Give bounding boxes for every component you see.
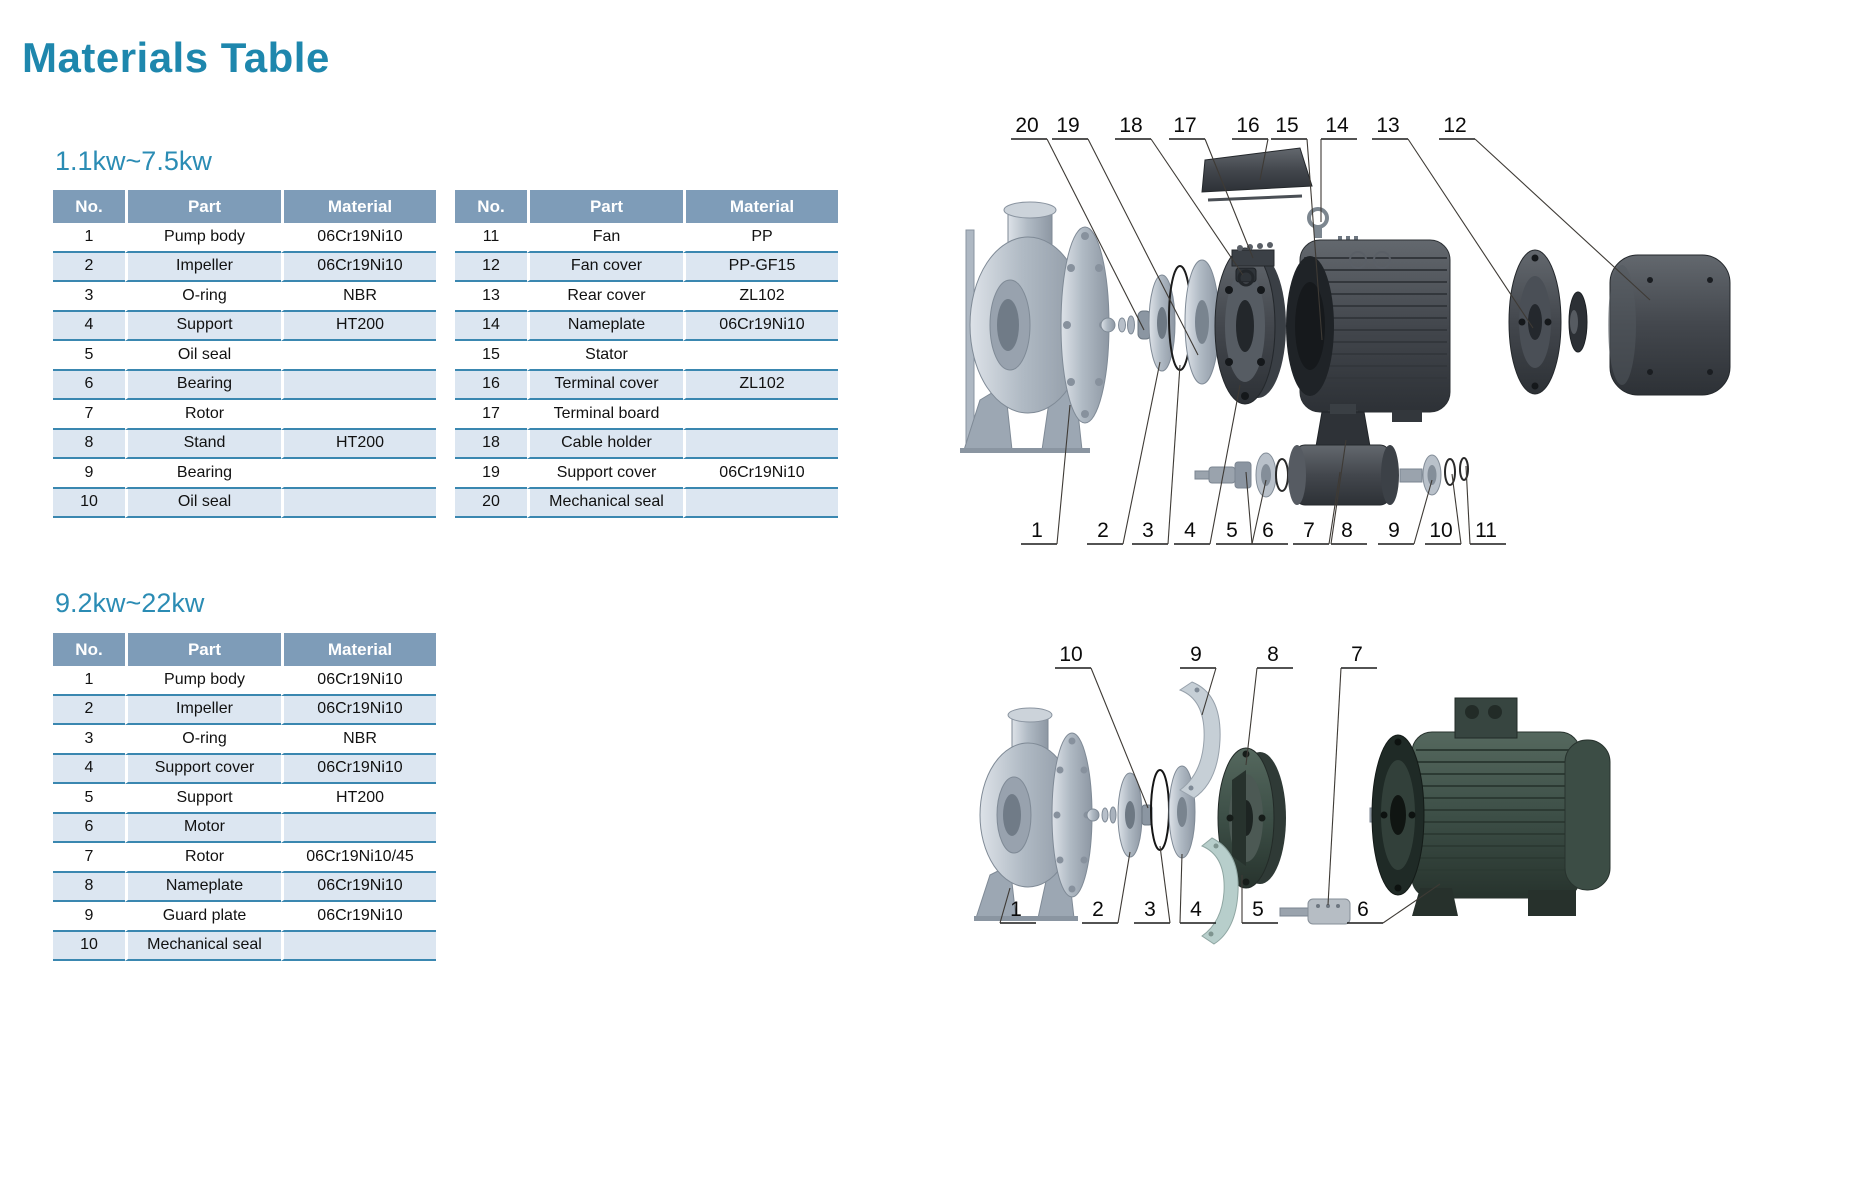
- callout-number: 10: [1059, 643, 1083, 666]
- shaft-parts: [1087, 807, 1116, 823]
- page-title: Materials Table: [22, 34, 330, 81]
- table-row: [53, 784, 436, 814]
- no-cell: 8: [53, 873, 125, 903]
- callout-3: [1132, 365, 1180, 544]
- table-row: [455, 282, 838, 312]
- part-cell: Mechanical seal: [527, 489, 683, 519]
- table-row: [53, 755, 436, 785]
- table-row: [53, 253, 436, 283]
- part-cell: Rear cover: [527, 282, 683, 312]
- section-1-subtitle: 1.1kw~7.5kw: [55, 146, 212, 176]
- column-header: No.: [53, 190, 125, 223]
- callout-number: 10: [1429, 519, 1453, 542]
- part-cell: Stand: [125, 430, 281, 460]
- table-row: [53, 223, 436, 253]
- table-row: [455, 371, 838, 401]
- part-cell: Support cover: [527, 459, 683, 489]
- no-cell: 8: [53, 430, 125, 460]
- table-row: [53, 341, 436, 371]
- part-cell: O-ring: [125, 282, 281, 312]
- column-header: Material: [281, 190, 436, 223]
- material-cell: 06Cr19Ni10: [683, 312, 838, 342]
- nameplate-and-eyebolt: [1309, 209, 1358, 244]
- table-row: [455, 223, 838, 253]
- part-cell: Impeller: [125, 696, 281, 726]
- support-cover-disc: [1185, 260, 1219, 384]
- callout-number: 17: [1173, 114, 1197, 137]
- material-cell: [281, 341, 436, 371]
- rotor-coupling: [1280, 899, 1350, 924]
- table-row: [53, 902, 436, 932]
- part-cell: Impeller: [125, 253, 281, 283]
- material-cell: 06Cr19Ni10: [281, 873, 436, 903]
- table-row: [53, 312, 436, 342]
- callout-number: 12: [1443, 114, 1467, 137]
- motor-flange: [1372, 735, 1424, 895]
- material-cell: PP: [683, 223, 838, 253]
- no-cell: 4: [53, 312, 125, 342]
- callout-2: [1082, 852, 1130, 923]
- table-row: [455, 430, 838, 460]
- materials-table-1a: [53, 190, 436, 518]
- materials-table-2: [53, 633, 436, 961]
- table-row: [53, 371, 436, 401]
- pump-body: [960, 202, 1109, 453]
- callout-number: 18: [1119, 114, 1143, 137]
- material-cell: 06Cr19Ni10: [281, 666, 436, 696]
- material-cell: 06Cr19Ni10: [281, 902, 436, 932]
- table-row: [53, 489, 436, 519]
- part-cell: Support: [125, 312, 281, 342]
- no-cell: 20: [455, 489, 527, 519]
- material-cell: 06Cr19Ni10/45: [281, 843, 436, 873]
- part-cell: Terminal board: [527, 400, 683, 430]
- material-cell: HT200: [281, 430, 436, 460]
- callout-number: 8: [1267, 643, 1279, 666]
- callout-number: 20: [1015, 114, 1039, 137]
- material-cell: HT200: [281, 312, 436, 342]
- no-cell: 14: [455, 312, 527, 342]
- no-cell: 3: [53, 725, 125, 755]
- cable-holder: [1236, 268, 1256, 285]
- column-header: No.: [53, 633, 125, 666]
- column-header: Material: [281, 633, 436, 666]
- callout-number: 16: [1236, 114, 1260, 137]
- callout-number: 15: [1275, 114, 1299, 137]
- callout-number: 6: [1262, 519, 1274, 542]
- column-header: Material: [683, 190, 838, 223]
- material-cell: NBR: [281, 725, 436, 755]
- no-cell: 5: [53, 784, 125, 814]
- material-cell: [281, 814, 436, 844]
- section-2-subtitle: 9.2kw~22kw: [55, 588, 205, 618]
- callout-18: [1115, 114, 1243, 275]
- callout-7: [1328, 643, 1377, 905]
- callout-number: 1: [1031, 519, 1043, 542]
- table-row: [53, 932, 436, 962]
- terminal-cover: [1202, 148, 1312, 200]
- no-cell: 7: [53, 400, 125, 430]
- table-row: [455, 312, 838, 342]
- callout-number: 4: [1184, 519, 1196, 542]
- no-cell: 13: [455, 282, 527, 312]
- callout-14: [1321, 114, 1357, 222]
- callout-number: 5: [1226, 519, 1238, 542]
- no-cell: 15: [455, 341, 527, 371]
- callout-number: 13: [1376, 114, 1400, 137]
- callout-number: 3: [1142, 519, 1154, 542]
- material-cell: [281, 489, 436, 519]
- table-row: [53, 843, 436, 873]
- part-cell: Bearing: [125, 371, 281, 401]
- material-cell: [281, 400, 436, 430]
- part-cell: Rotor: [125, 400, 281, 430]
- no-cell: 3: [53, 282, 125, 312]
- material-cell: 06Cr19Ni10: [281, 755, 436, 785]
- table-row: [53, 666, 436, 696]
- terminal-board: [1232, 242, 1274, 266]
- part-cell: Motor: [125, 814, 281, 844]
- material-cell: 06Cr19Ni10: [281, 696, 436, 726]
- no-cell: 6: [53, 371, 125, 401]
- callout-8: [1246, 643, 1293, 765]
- column-header: Part: [527, 190, 683, 223]
- material-cell: [281, 371, 436, 401]
- stator-motor: [1286, 240, 1450, 422]
- material-cell: [683, 430, 838, 460]
- no-cell: 10: [53, 932, 125, 962]
- table-row: [455, 400, 838, 430]
- materials-table-1b: [455, 190, 838, 518]
- column-header: Part: [125, 190, 281, 223]
- part-cell: Guard plate: [125, 902, 281, 932]
- column-header: No.: [455, 190, 527, 223]
- no-cell: 12: [455, 253, 527, 283]
- no-cell: 1: [53, 223, 125, 253]
- material-cell: [683, 489, 838, 519]
- part-cell: Terminal cover: [527, 371, 683, 401]
- no-cell: 4: [53, 755, 125, 785]
- table-row: [53, 696, 436, 726]
- table-row: [455, 341, 838, 371]
- no-cell: 5: [53, 341, 125, 371]
- no-cell: 16: [455, 371, 527, 401]
- callout-11: [1466, 466, 1506, 544]
- callout-4: [1180, 854, 1216, 923]
- material-cell: [683, 400, 838, 430]
- material-cell: PP-GF15: [683, 253, 838, 283]
- fan: [1569, 292, 1587, 352]
- callout-number: 4: [1190, 898, 1202, 921]
- material-cell: 06Cr19Ni10: [281, 223, 436, 253]
- part-cell: Oil seal: [125, 489, 281, 519]
- callout-number: 14: [1325, 114, 1349, 137]
- callout-number: 6: [1357, 898, 1369, 921]
- callout-3: [1134, 846, 1170, 923]
- callout-number: 19: [1056, 114, 1080, 137]
- part-cell: Support cover: [125, 755, 281, 785]
- material-cell: [281, 459, 436, 489]
- part-cell: Support: [125, 784, 281, 814]
- no-cell: 11: [455, 223, 527, 253]
- callout-number: 11: [1475, 519, 1497, 542]
- table-row: [53, 400, 436, 430]
- callout-number: 5: [1252, 898, 1264, 921]
- exploded-diagram-1: [950, 100, 1830, 580]
- part-cell: Nameplate: [527, 312, 683, 342]
- part-cell: Mechanical seal: [125, 932, 281, 962]
- fan-cover: [1608, 255, 1730, 395]
- motor: [1370, 698, 1610, 916]
- no-cell: 19: [455, 459, 527, 489]
- table-row: [53, 873, 436, 903]
- table-row: [53, 725, 436, 755]
- callout-number: 3: [1144, 898, 1156, 921]
- part-cell: Fan: [527, 223, 683, 253]
- pump-body: [974, 708, 1092, 921]
- part-cell: Rotor: [125, 843, 281, 873]
- material-cell: 06Cr19Ni10: [281, 253, 436, 283]
- no-cell: 7: [53, 843, 125, 873]
- callout-number: 9: [1190, 643, 1202, 666]
- no-cell: 1: [53, 666, 125, 696]
- table-row: [53, 459, 436, 489]
- material-cell: HT200: [281, 784, 436, 814]
- no-cell: 17: [455, 400, 527, 430]
- material-cell: ZL102: [683, 282, 838, 312]
- part-cell: Nameplate: [125, 873, 281, 903]
- o-ring: [1151, 770, 1169, 850]
- table-row: [455, 489, 838, 519]
- exploded-diagram-2: [950, 620, 1650, 1040]
- material-cell: [281, 932, 436, 962]
- callout-number: 8: [1341, 519, 1353, 542]
- part-cell: Cable holder: [527, 430, 683, 460]
- no-cell: 9: [53, 902, 125, 932]
- no-cell: 18: [455, 430, 527, 460]
- part-cell: Pump body: [125, 223, 281, 253]
- callout-number: 2: [1097, 519, 1109, 542]
- material-cell: [683, 341, 838, 371]
- no-cell: 6: [53, 814, 125, 844]
- callout-number: 9: [1388, 519, 1400, 542]
- callout-number: 7: [1351, 643, 1363, 666]
- table-row: [53, 282, 436, 312]
- callout-number: 2: [1092, 898, 1104, 921]
- part-cell: Pump body: [125, 666, 281, 696]
- part-cell: Oil seal: [125, 341, 281, 371]
- callout-number: 7: [1303, 519, 1315, 542]
- table-row: [53, 814, 436, 844]
- part-cell: Bearing: [125, 459, 281, 489]
- shaft-parts: [1101, 316, 1135, 334]
- column-header: Part: [125, 633, 281, 666]
- part-cell: O-ring: [125, 725, 281, 755]
- material-cell: 06Cr19Ni10: [683, 459, 838, 489]
- table-row: [53, 430, 436, 460]
- material-cell: ZL102: [683, 371, 838, 401]
- material-cell: NBR: [281, 282, 436, 312]
- no-cell: 9: [53, 459, 125, 489]
- no-cell: 2: [53, 696, 125, 726]
- table-row: [455, 459, 838, 489]
- part-cell: Stator: [527, 341, 683, 371]
- terminal-box: [1455, 698, 1517, 738]
- callout-number: 1: [1010, 898, 1022, 921]
- rear-cover: [1509, 250, 1561, 394]
- table-row: [455, 253, 838, 283]
- part-cell: Fan cover: [527, 253, 683, 283]
- no-cell: 10: [53, 489, 125, 519]
- no-cell: 2: [53, 253, 125, 283]
